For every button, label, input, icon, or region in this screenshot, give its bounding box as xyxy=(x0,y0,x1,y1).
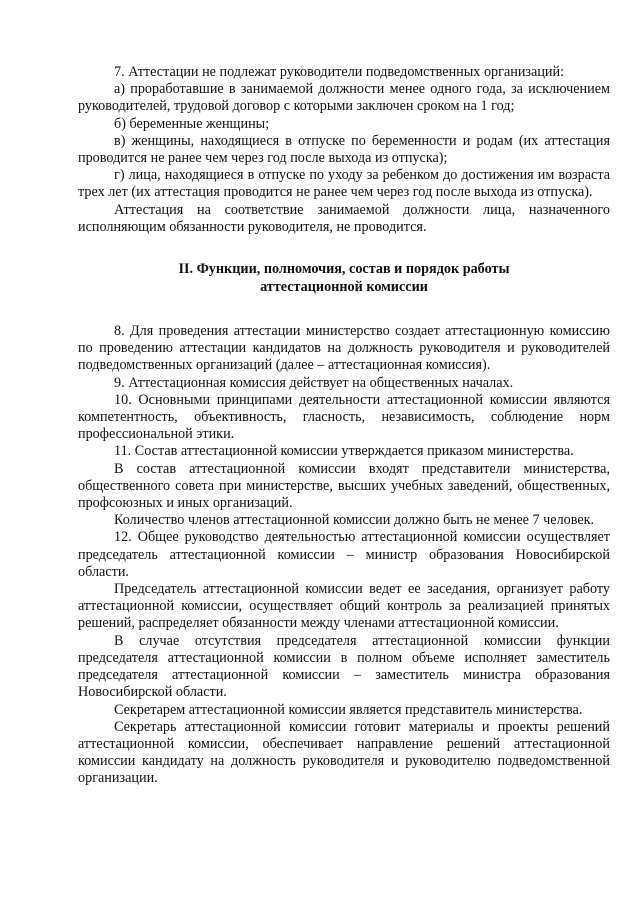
paragraph-12: 12. Общее руководство деятельностью аттестационной комиссии осуществляет председатель аттестационной комиссии – министр образования Новосибирской области. xyxy=(78,529,610,580)
paragraph-7d: г) лица, находящиеся в отпуске по уходу за ребенком до достижения им возраста трех лет (их аттестация проводится не ранее чем через год после выхода из отпуска). xyxy=(78,167,610,201)
paragraph-7: 7. Аттестации не подлежат руководители подведомственных организаций: xyxy=(114,64,565,80)
document-body xyxy=(78,64,610,788)
section-heading-line2: аттестационной комиссии xyxy=(260,279,428,296)
paragraph-7c: в) женщины, находящиеся в отпуске по беременности и родам (их аттестация проводится не ранее чем через год после выхода из отпуска); xyxy=(78,132,610,167)
paragraph-12b: В случае отсутствия председателя аттестационной комиссии функции председателя аттестационной комиссии в полном объеме исполняет заместитель председателя аттестационной комиссии – заместитель министра образования Новосибирской области. xyxy=(78,632,610,701)
section-heading xyxy=(78,260,610,296)
paragraph-7e: Аттестация на соответствие занимаемой должности лица, назначенного исполняющим обязанности руководителя, не проводится. xyxy=(78,201,610,235)
paragraph-12a: Председатель аттестационной комиссии ведет ее заседания, организует работу аттестационной комиссии, осуществляет общий контроль за реализацией принятых решений, распределяет обязанности между членами аттестационной комиссии. xyxy=(78,581,610,632)
paragraph-12c: Секретарем аттестационной комиссии является представитель министерства. xyxy=(114,701,583,718)
paragraph-9: 9. Аттестационная комиссия действует на общественных началах. xyxy=(114,374,514,391)
section-heading-line1: II. Функции, полномочия, состав и порядок работы xyxy=(178,261,510,278)
paragraph-7a: а) проработавшие в занимаемой должности менее одного года, за исключением руководителей, трудовой договор с которыми заключен сроком на 1 год; xyxy=(78,81,610,115)
paragraph-8: 8. Для проведения аттестации министерство создает аттестационную комиссию по проведению аттестации кандидатов на должность руководителя и руководителей подведомственных организаций (далее – аттестационная комиссия). xyxy=(78,323,610,374)
paragraph-11a: В состав аттестационной комиссии входят представители министерства, общественного совета при министерстве, высших учебных заведений, общественных, профсоюзных и иных организаций. xyxy=(78,460,610,512)
paragraph-10: 10. Основными принципами деятельности аттестационной комиссии являются компетентность, объективность, гласность, независимость, соблюдение норм профессиональной этики. xyxy=(78,391,610,443)
paragraph-11: 11. Состав аттестационной комиссии утверждается приказом министерства. xyxy=(114,443,574,460)
paragraph-12d: Секретарь аттестационной комиссии готовит материалы и проекты решений аттестационной комиссии, обеспечивает направление решений аттестационной комиссии кандидату на должность руководителя и руководителю подведомственной организации. xyxy=(78,718,610,787)
paragraph-7b: б) беременные женщины; xyxy=(114,115,270,132)
paragraph-11b: Количество членов аттестационной комиссии должно быть не менее 7 человек. xyxy=(114,512,595,529)
